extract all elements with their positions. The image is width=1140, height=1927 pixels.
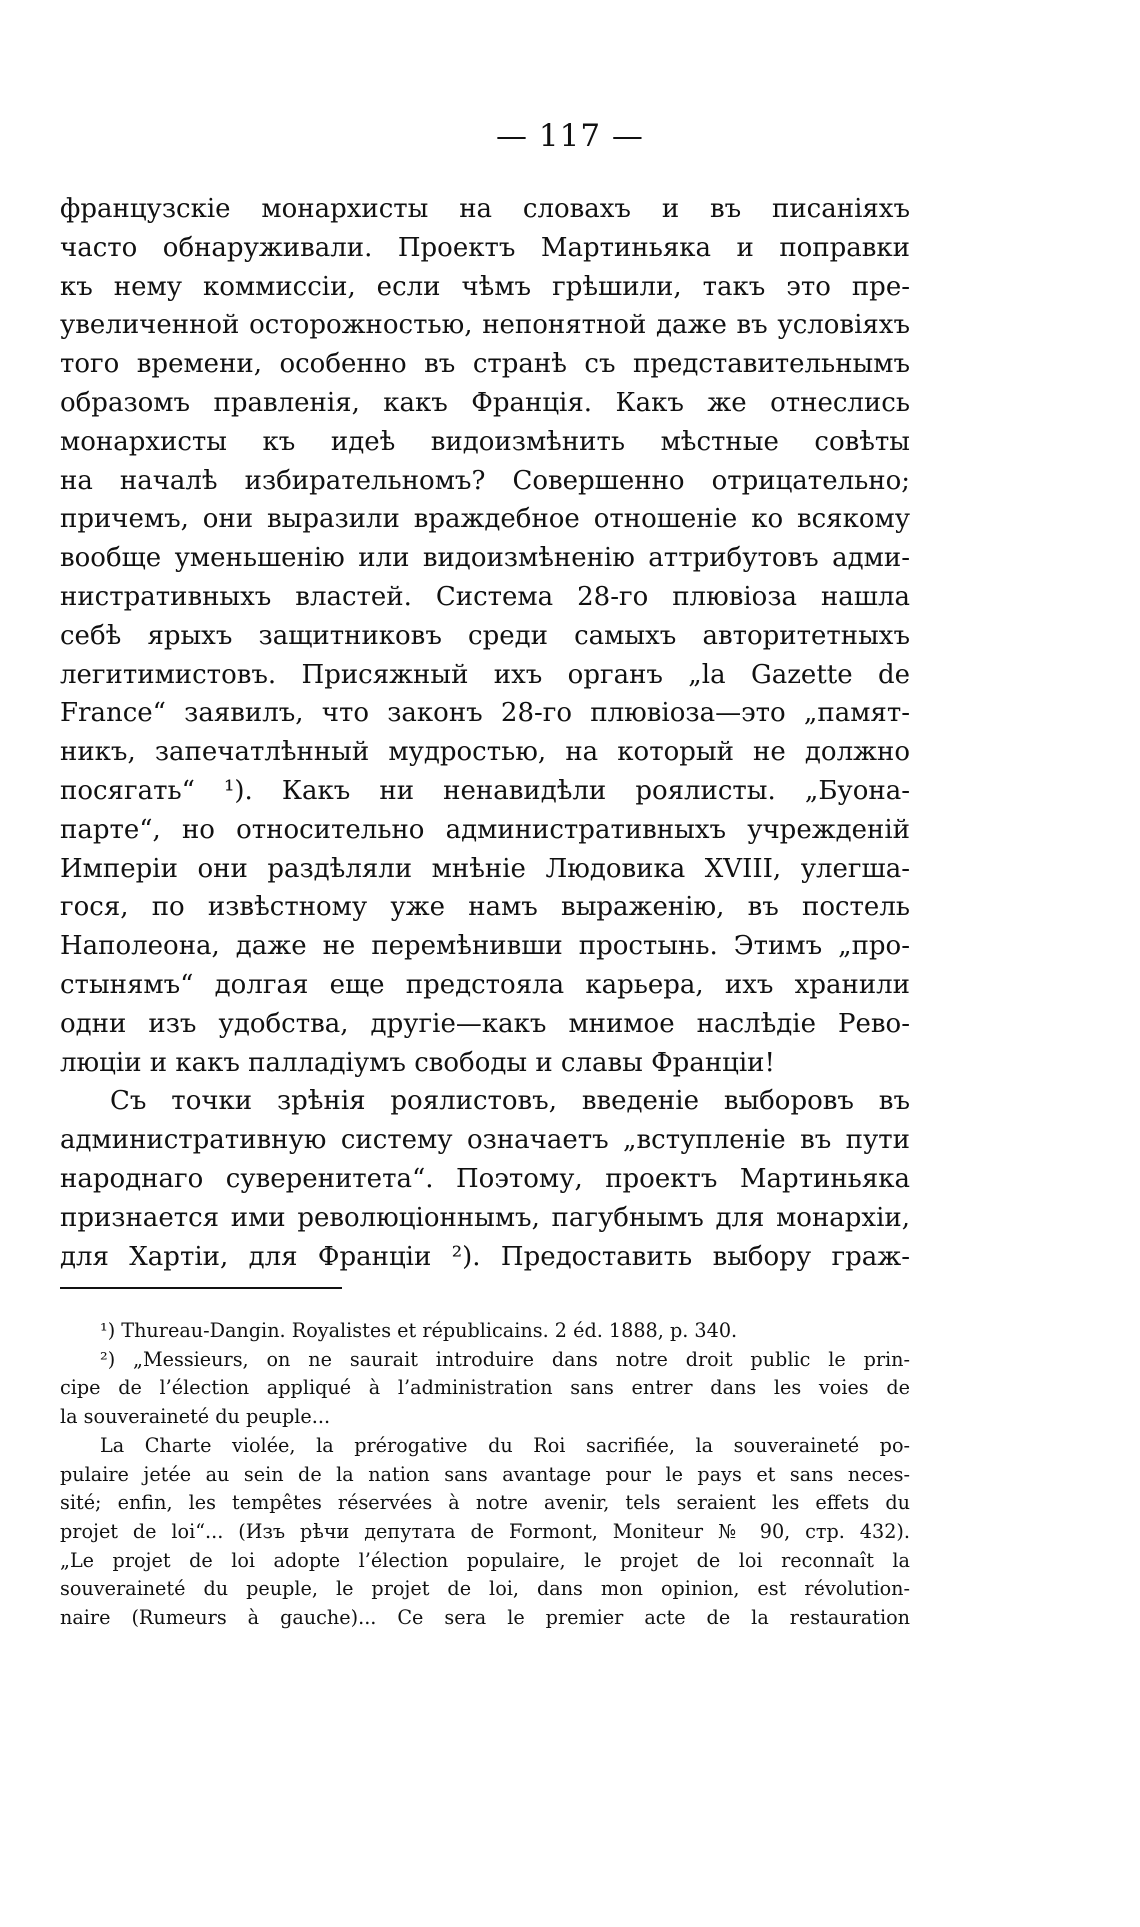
body-line: легитимистовъ. Присяжный ихъ органъ „la Gazette de — [60, 659, 910, 690]
main-text — [60, 190, 910, 1276]
footnote-line: souveraineté du peuple, le projet de loi, dans mon opinion, est révolution- — [60, 1577, 910, 1601]
body-line: причемъ, они выразили враждебное отношеніе ко всякому — [60, 504, 910, 535]
body-line: увеличенной осторожностью, непонятной даже въ условіяхъ — [60, 310, 910, 341]
footnote-line: cipe de l’élection appliqué à l’administration sans entrer dans les voies de — [60, 1376, 910, 1400]
footnote-line: ²) „Messieurs, on ne saurait introduire dans notre droit public le prin- — [100, 1347, 910, 1371]
body-line: монархисты къ идеѣ видоизмѣнить мѣстные совѣты — [60, 426, 910, 457]
body-line: Имперіи они раздѣляли мнѣніе Людовика XVIII, улегша- — [60, 853, 910, 884]
body-line: парте“, но относительно административныхъ учрежденій — [60, 814, 910, 845]
body-line: себѣ ярыхъ защитниковъ среди самыхъ авторитетныхъ — [60, 620, 910, 651]
footnote-line: La Charte violée, la prérogative du Roi sacrifiée, la souveraineté po- — [100, 1433, 910, 1457]
body-line: стынямъ“ долгая еще предстояла карьера, ихъ хранили — [60, 969, 910, 1000]
body-line: нистративныхъ властей. Система 28-го плювіоза нашла — [60, 581, 910, 612]
footnote-line: sité; enfin, les tempêtes réservées à notre avenir, tels seraient les effets du — [60, 1491, 910, 1515]
footnote-line: pulaire jetée au sein de la nation sans avantage pour le pays et sans neces- — [60, 1462, 910, 1486]
footnote-separator — [60, 1287, 342, 1289]
page-number: — 117 — — [496, 118, 644, 154]
body-line: часто обнаруживали. Проектъ Мартиньяка и поправки — [60, 232, 910, 263]
body-line: французскіе монархисты на словахъ и въ писаніяхъ — [60, 194, 910, 224]
body-line: признается ими революціоннымъ, пагубнымъ для монархіи, — [60, 1202, 910, 1233]
body-line: одни изъ удобства, другіе—какъ мнимое наслѣдіе Рево- — [60, 1008, 910, 1039]
body-line: гося, по извѣстному уже намъ выраженію, въ постель — [60, 892, 910, 923]
body-line: для Хартіи, для Франціи ²). Предоставить выбору граж- — [60, 1241, 910, 1272]
body-line: образомъ правленія, какъ Франція. Какъ же отнеслись — [60, 387, 910, 418]
body-line: посягать“ ¹). Какъ ни ненавидѣли роялисты. „Буона- — [60, 775, 910, 806]
body-line: народнаго суверенитета“. Поэтому, проектъ Мартиньяка — [60, 1163, 910, 1194]
footnote-line: „Le projet de loi adopte l’élection populaire, le projet de loi reconnaît la — [60, 1548, 910, 1572]
body-line: Съ точки зрѣнія роялистовъ, введеніе выборовъ въ — [110, 1086, 910, 1117]
footnote-line: ¹) Thureau-Dangin. Royalistes et républicains. 2 éd. 1888, p. 340. — [100, 1319, 738, 1342]
body-line: France“ заявилъ, что законъ 28-го плювіоза—это „памят- — [60, 698, 910, 729]
body-line: люціи и какъ палладіумъ свободы и славы Франціи! — [60, 1047, 775, 1078]
body-line: того времени, особенно въ странѣ съ представительнымъ — [60, 349, 910, 380]
footnote-line: la souveraineté du peuple... — [60, 1405, 331, 1429]
footnote-line: naire (Rumeurs à gauche)... Ce sera le premier acte de la restauration — [60, 1606, 910, 1630]
body-line: на началѣ избирательномъ? Совершенно отрицательно; — [60, 465, 910, 496]
footnotes — [60, 1317, 910, 1633]
footnote-line: projet de loi“... (Изъ рѣчи депутата de Formont, Moniteur № 90, стр. 432). — [60, 1519, 910, 1543]
body-line: никъ, запечатлѣнный мудростью, на который не должно — [60, 737, 910, 768]
body-line: къ нему коммиссіи, если чѣмъ грѣшили, такъ это пре- — [60, 271, 910, 302]
body-line: Наполеона, даже не перемѣнивши простынь. Этимъ „про- — [60, 931, 910, 962]
body-line: административную систему означаетъ „вступленіе въ пути — [60, 1125, 910, 1156]
body-line: вообще уменьшенію или видоизмѣненію аттрибутовъ адми- — [60, 543, 910, 574]
